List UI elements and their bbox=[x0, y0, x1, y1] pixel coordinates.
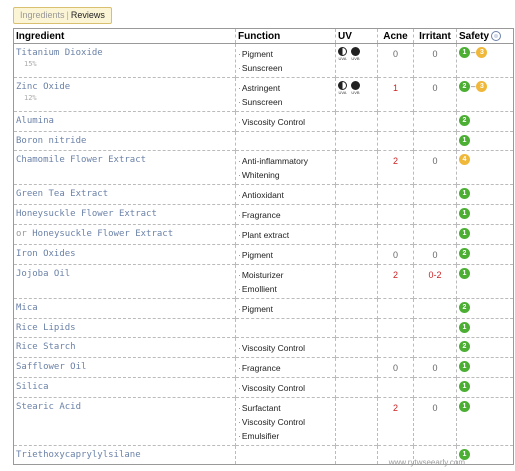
ingredient-cell bbox=[14, 132, 236, 151]
uvb-full-icon bbox=[351, 47, 360, 56]
acne-cell bbox=[378, 185, 414, 205]
irritant-rating: 0 bbox=[432, 250, 438, 260]
safety-rating bbox=[459, 302, 511, 313]
header-acne: Acne bbox=[378, 29, 414, 44]
safety-badge[interactable]: 1 bbox=[459, 268, 470, 279]
acne-rating: 2 bbox=[392, 403, 398, 413]
safety-cell bbox=[457, 378, 514, 398]
irritant-rating: 0 bbox=[432, 49, 438, 59]
uv-cell bbox=[336, 78, 378, 112]
safety-badge[interactable]: 1 bbox=[459, 188, 470, 199]
watermark: www.rytwseearly.com bbox=[388, 458, 465, 467]
function-label: · Moisturizer bbox=[238, 270, 283, 280]
uv-protection bbox=[338, 47, 375, 61]
ingredient-link[interactable]: Triethoxycaprylylsilane bbox=[16, 450, 141, 460]
table-row bbox=[14, 112, 514, 132]
acne-cell bbox=[378, 78, 414, 112]
ingredient-link[interactable]: Chamomile Flower Extract bbox=[16, 155, 147, 165]
uv-cell bbox=[336, 112, 378, 132]
safety-cell bbox=[457, 358, 514, 378]
acne-cell bbox=[378, 319, 414, 338]
function-cell bbox=[236, 265, 336, 299]
irritant-cell bbox=[414, 112, 457, 132]
uva-label: UVA bbox=[338, 90, 347, 95]
ingredient-cell bbox=[14, 185, 236, 205]
header-irritant: Irritant bbox=[414, 29, 457, 44]
function-label: · Whitening bbox=[238, 170, 280, 180]
uv-protection bbox=[338, 81, 375, 95]
safety-badge[interactable]: 1 bbox=[459, 228, 470, 239]
safety-rating bbox=[459, 268, 511, 279]
irritant-cell bbox=[414, 44, 457, 78]
irritant-cell bbox=[414, 338, 457, 358]
ingredient-link[interactable]: Green Tea Extract bbox=[16, 189, 109, 199]
function-cell bbox=[236, 358, 336, 378]
safety-rating bbox=[459, 154, 511, 165]
function-cell bbox=[236, 446, 336, 465]
function-label: · Plant extract bbox=[238, 230, 289, 240]
uv-cell bbox=[336, 185, 378, 205]
safety-cell bbox=[457, 78, 514, 112]
function-label: · Sunscreen bbox=[238, 97, 282, 107]
function-cell bbox=[236, 319, 336, 338]
safety-rating bbox=[459, 401, 511, 412]
function-cell bbox=[236, 299, 336, 319]
uva-label: UVA bbox=[338, 56, 347, 61]
acne-cell bbox=[378, 44, 414, 78]
range-dash: – bbox=[471, 82, 476, 91]
acne-rating: 0 bbox=[392, 49, 398, 59]
tab-ingredients[interactable]: Ingredients bbox=[20, 10, 65, 20]
safety-rating bbox=[459, 248, 511, 259]
uv-cell bbox=[336, 378, 378, 398]
acne-cell bbox=[378, 245, 414, 265]
safety-rating bbox=[459, 81, 511, 92]
function-cell bbox=[236, 225, 336, 245]
acne-cell bbox=[378, 225, 414, 245]
ingredient-cell bbox=[14, 358, 236, 378]
table-row bbox=[14, 44, 514, 78]
function-cell bbox=[236, 151, 336, 185]
safety-badge[interactable]: 4 bbox=[459, 154, 470, 165]
ingredient-link[interactable]: Safflower Oil bbox=[16, 362, 87, 372]
safety-badge[interactable]: 2 bbox=[459, 302, 470, 313]
acne-rating: 2 bbox=[392, 156, 398, 166]
acne-rating: 0 bbox=[392, 250, 398, 260]
acne-cell bbox=[378, 398, 414, 446]
table-row bbox=[14, 245, 514, 265]
ingredient-link[interactable]: Iron Oxides bbox=[16, 249, 76, 259]
safety-cell bbox=[457, 398, 514, 446]
irritant-cell bbox=[414, 398, 457, 446]
uv-cell bbox=[336, 319, 378, 338]
header-uv: UV bbox=[336, 29, 378, 44]
function-cell bbox=[236, 185, 336, 205]
uv-cell bbox=[336, 44, 378, 78]
ingredient-cell bbox=[14, 446, 236, 465]
acne-cell bbox=[378, 205, 414, 225]
function-label: · Sunscreen bbox=[238, 63, 282, 73]
safety-cell bbox=[457, 299, 514, 319]
safety-cell bbox=[457, 132, 514, 151]
uvb-label: UVB bbox=[351, 56, 360, 61]
uvb-full-icon bbox=[351, 81, 360, 90]
table-row bbox=[14, 151, 514, 185]
safety-cell bbox=[457, 225, 514, 245]
ingredient-link[interactable]: Rice Starch bbox=[16, 342, 76, 352]
help-icon[interactable] bbox=[491, 31, 501, 41]
acne-rating: 0 bbox=[392, 363, 398, 373]
tab-reviews[interactable]: Reviews bbox=[70, 10, 105, 20]
irritant-rating: 0 bbox=[432, 363, 438, 373]
uv-cell bbox=[336, 398, 378, 446]
ingredient-link[interactable]: Boron nitride bbox=[16, 136, 87, 146]
ingredient-percentage: 15% bbox=[24, 60, 37, 68]
safety-rating bbox=[459, 228, 511, 239]
table-row bbox=[14, 265, 514, 299]
acne-cell bbox=[378, 265, 414, 299]
safety-rating bbox=[459, 449, 511, 460]
safety-rating bbox=[459, 135, 511, 146]
ingredient-cell bbox=[14, 378, 236, 398]
safety-badge[interactable]: 1 bbox=[459, 381, 470, 392]
acne-cell bbox=[378, 132, 414, 151]
acne-cell bbox=[378, 338, 414, 358]
ingredient-cell bbox=[14, 265, 236, 299]
table-row bbox=[14, 185, 514, 205]
ingredient-link[interactable]: Rice Lipids bbox=[16, 323, 76, 333]
safety-badge[interactable]: 1 bbox=[459, 322, 470, 333]
function-cell bbox=[236, 132, 336, 151]
irritant-rating: 0-2 bbox=[428, 270, 442, 280]
acne-cell bbox=[378, 299, 414, 319]
irritant-cell bbox=[414, 132, 457, 151]
safety-rating bbox=[459, 188, 511, 199]
function-label: · Viscosity Control bbox=[238, 343, 305, 353]
table-row bbox=[14, 378, 514, 398]
safety-cell bbox=[457, 112, 514, 132]
table-row bbox=[14, 398, 514, 446]
or-prefix: or bbox=[16, 229, 27, 239]
function-cell bbox=[236, 338, 336, 358]
function-cell bbox=[236, 378, 336, 398]
irritant-cell bbox=[414, 358, 457, 378]
ingredient-cell bbox=[14, 398, 236, 446]
ingredient-cell bbox=[14, 151, 236, 185]
ingredient-link[interactable]: Mica bbox=[16, 303, 38, 313]
safety-cell bbox=[457, 319, 514, 338]
uv-cell bbox=[336, 245, 378, 265]
ingredient-cell bbox=[14, 319, 236, 338]
ingredient-cell bbox=[14, 112, 236, 132]
ingredient-link[interactable]: Honeysuckle Flower Extract bbox=[32, 229, 174, 239]
ingredient-cell bbox=[14, 299, 236, 319]
ingredient-link[interactable]: Honeysuckle Flower Extract bbox=[16, 209, 157, 219]
safety-badge[interactable]: 1 bbox=[459, 47, 470, 58]
range-dash: – bbox=[471, 48, 476, 57]
function-label: · Surfactant bbox=[238, 403, 281, 413]
safety-badge[interactable]: 2 bbox=[459, 115, 470, 126]
safety-badge[interactable]: 2 bbox=[459, 341, 470, 352]
header-ingredient: Ingredient bbox=[14, 29, 236, 44]
irritant-rating: 0 bbox=[432, 156, 438, 166]
ingredient-percentage: 12% bbox=[24, 94, 37, 102]
uvb-label: UVB bbox=[351, 90, 360, 95]
uv-cell bbox=[336, 265, 378, 299]
ingredient-cell bbox=[14, 78, 236, 112]
header-safety bbox=[457, 29, 514, 44]
function-cell bbox=[236, 44, 336, 78]
function-label: · Antioxidant bbox=[238, 190, 284, 200]
function-label: · Viscosity Control bbox=[238, 383, 305, 393]
acne-cell bbox=[378, 358, 414, 378]
function-label: · Viscosity Control bbox=[238, 417, 305, 427]
safety-cell bbox=[457, 446, 514, 465]
ingredients-table bbox=[13, 28, 514, 465]
safety-cell bbox=[457, 265, 514, 299]
safety-badge[interactable]: 2 bbox=[459, 81, 470, 92]
acne-cell bbox=[378, 112, 414, 132]
safety-badge[interactable]: 2 bbox=[459, 248, 470, 259]
table-row bbox=[14, 205, 514, 225]
table-header-row bbox=[14, 29, 514, 44]
uv-cell bbox=[336, 132, 378, 151]
irritant-cell bbox=[414, 225, 457, 245]
function-label: · Astringent bbox=[238, 83, 280, 93]
table-row bbox=[14, 338, 514, 358]
safety-badge[interactable]: 1 bbox=[459, 208, 470, 219]
safety-rating bbox=[459, 115, 511, 126]
ingredient-cell bbox=[14, 44, 236, 78]
table-row bbox=[14, 78, 514, 112]
safety-cell bbox=[457, 44, 514, 78]
function-cell bbox=[236, 245, 336, 265]
ingredient-link[interactable]: Alumina bbox=[16, 116, 54, 126]
function-cell bbox=[236, 78, 336, 112]
function-label: · Viscosity Control bbox=[238, 117, 305, 127]
ingredient-link[interactable]: Titanium Dioxide bbox=[16, 48, 103, 58]
function-label: · Pigment bbox=[238, 250, 273, 260]
safety-rating bbox=[459, 361, 511, 372]
ingredient-link[interactable]: Jojoba Oil bbox=[16, 269, 71, 279]
irritant-cell bbox=[414, 151, 457, 185]
safety-badge[interactable]: 1 bbox=[459, 135, 470, 146]
safety-badge[interactable]: 1 bbox=[459, 361, 470, 372]
irritant-cell bbox=[414, 378, 457, 398]
acne-cell bbox=[378, 151, 414, 185]
table-row bbox=[14, 225, 514, 245]
safety-rating bbox=[459, 47, 511, 58]
table-row bbox=[14, 132, 514, 151]
safety-badge[interactable]: 3 bbox=[476, 47, 487, 58]
function-cell bbox=[236, 398, 336, 446]
irritant-cell bbox=[414, 299, 457, 319]
safety-rating bbox=[459, 208, 511, 219]
table-row bbox=[14, 299, 514, 319]
uv-cell bbox=[336, 225, 378, 245]
irritant-cell bbox=[414, 78, 457, 112]
uv-cell bbox=[336, 338, 378, 358]
table-row bbox=[14, 358, 514, 378]
header-function: Function bbox=[236, 29, 336, 44]
irritant-cell bbox=[414, 319, 457, 338]
safety-cell bbox=[457, 338, 514, 358]
tab-separator: | bbox=[66, 10, 69, 20]
irritant-cell bbox=[414, 185, 457, 205]
safety-badge[interactable]: 3 bbox=[476, 81, 487, 92]
ingredient-cell bbox=[14, 205, 236, 225]
function-label: · Emulsifier bbox=[238, 431, 279, 441]
function-cell bbox=[236, 112, 336, 132]
uv-cell bbox=[336, 446, 378, 465]
ingredient-cell bbox=[14, 245, 236, 265]
acne-cell bbox=[378, 378, 414, 398]
safety-cell bbox=[457, 245, 514, 265]
safety-rating bbox=[459, 322, 511, 333]
function-label: · Fragrance bbox=[238, 363, 281, 373]
ingredient-link[interactable]: Stearic Acid bbox=[16, 402, 82, 412]
table-row bbox=[14, 319, 514, 338]
uv-cell bbox=[336, 205, 378, 225]
safety-cell bbox=[457, 185, 514, 205]
safety-badge[interactable]: 1 bbox=[459, 401, 470, 412]
header-safety-label: Safety bbox=[459, 30, 490, 42]
function-label: · Pigment bbox=[238, 304, 273, 314]
uva-half-icon bbox=[338, 47, 347, 56]
irritant-rating: 0 bbox=[432, 83, 438, 93]
function-label: · Emollient bbox=[238, 284, 277, 294]
irritant-cell bbox=[414, 245, 457, 265]
ingredient-link[interactable]: Silica bbox=[16, 382, 49, 392]
uv-cell bbox=[336, 299, 378, 319]
acne-rating: 1 bbox=[392, 83, 398, 93]
acne-rating: 2 bbox=[392, 270, 398, 280]
ingredient-link[interactable]: Zinc Oxide bbox=[16, 82, 71, 92]
ingredient-cell bbox=[14, 225, 236, 245]
ingredient-cell bbox=[14, 338, 236, 358]
irritant-cell bbox=[414, 205, 457, 225]
safety-badge[interactable]: 1 bbox=[459, 449, 470, 460]
safety-cell bbox=[457, 151, 514, 185]
view-tabs bbox=[13, 7, 112, 24]
function-label: · Pigment bbox=[238, 49, 273, 59]
uv-cell bbox=[336, 358, 378, 378]
uv-cell bbox=[336, 151, 378, 185]
safety-rating bbox=[459, 381, 511, 392]
safety-rating bbox=[459, 341, 511, 352]
function-label: · Fragrance bbox=[238, 210, 281, 220]
safety-cell bbox=[457, 205, 514, 225]
irritant-rating: 0 bbox=[432, 403, 438, 413]
function-cell bbox=[236, 205, 336, 225]
function-label: · Anti-inflammatory bbox=[238, 156, 308, 166]
irritant-cell bbox=[414, 265, 457, 299]
uva-half-icon bbox=[338, 81, 347, 90]
